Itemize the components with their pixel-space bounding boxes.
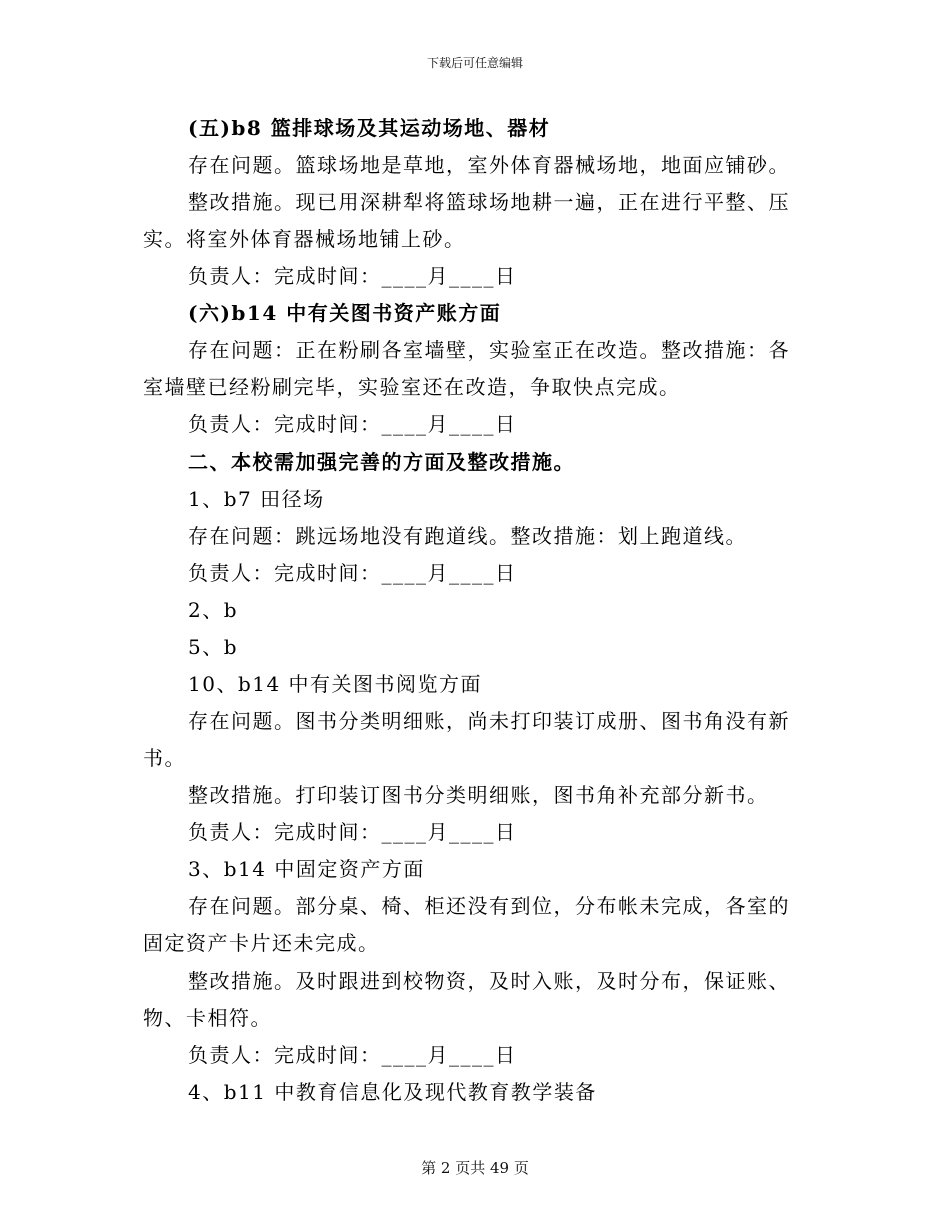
paragraph-line: 物、卡相符。 (143, 1006, 272, 1030)
responsible-line: 负责人：完成时间：____月____日 (188, 1043, 517, 1067)
paragraph-line: 存在问题：跳远场地没有跑道线。整改措施：划上跑道线。 (188, 524, 747, 548)
responsible-line: 负责人：完成时间：____月____日 (188, 561, 517, 585)
section-heading-2: 二、本校需加强完善的方面及整改措施。 (188, 450, 575, 474)
paragraph-line: 存在问题：正在粉刷各室墙壁，实验室正在改造。整改措施：各 (188, 338, 790, 362)
paragraph-line: 整改措施。打印装订图书分类明细账，图书角补充部分新书。 (188, 783, 769, 807)
item-heading: 5、b (188, 635, 239, 659)
item-heading: 1、b7 田径场 (188, 487, 325, 511)
paragraph-line: 存在问题。图书分类明细账，尚未打印装订成册、图书角没有新 (188, 709, 790, 733)
paragraph-line: 固定资产卡片还未完成。 (143, 931, 380, 955)
responsible-line: 负责人：完成时间：____月____日 (188, 264, 517, 288)
item-heading: 4、b11 中教育信息化及现代教育教学装备 (188, 1080, 597, 1104)
item-heading: 10、b14 中有关图书阅览方面 (188, 672, 483, 696)
paragraph-line: 书。 (143, 746, 186, 770)
item-heading: 2、b (188, 598, 239, 622)
page-header: 下载后可任意编辑 (426, 56, 523, 70)
paragraph-line: 存在问题。部分桌、椅、柜还没有到位，分布帐未完成，各室的 (188, 894, 790, 918)
responsible-line: 负责人：完成时间：____月____日 (188, 820, 517, 844)
section-heading-6: (六)b14 中有关图书资产账方面 (188, 301, 502, 325)
paragraph-line: 整改措施。及时跟进到校物资，及时入账，及时分布，保证账、 (188, 969, 790, 993)
item-heading: 3、b14 中固定资产方面 (188, 857, 425, 881)
paragraph-line: 室墙壁已经粉刷完毕，实验室还在改造，争取快点完成。 (143, 375, 681, 399)
section-heading-5: (五)b8 篮排球场及其运动场地、器材 (188, 116, 551, 140)
page-footer: 第 2 页共 49 页 (421, 1159, 529, 1177)
paragraph-line: 实。将室外体育器械场地铺上砂。 (143, 227, 466, 251)
responsible-line: 负责人：完成时间：____月____日 (188, 412, 517, 436)
paragraph-line: 存在问题。篮球场地是草地，室外体育器械场地，地面应铺砂。 (188, 153, 790, 177)
paragraph-line: 整改措施。现已用深耕犁将篮球场地耕一遍，正在进行平整、压 (188, 190, 790, 214)
